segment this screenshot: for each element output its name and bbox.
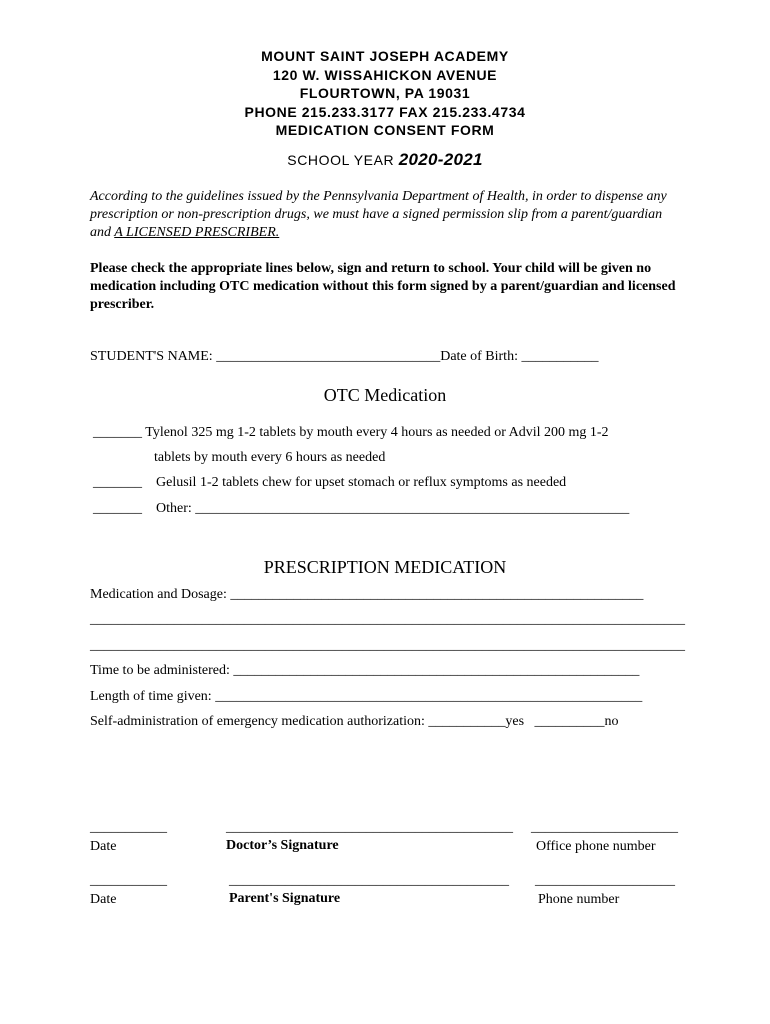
medication-blank-line-1[interactable]: _____________________________________________________________________________________ [90, 612, 685, 627]
intro-underlined: A LICENSED PRESCRIBER. [114, 225, 280, 240]
school-year-label: SCHOOL YEAR [287, 152, 395, 168]
school-address: 120 W. WISSAHICKON AVENUE [272, 67, 498, 83]
otc-item-other[interactable]: _______ Other: ______________________________________________________________ [93, 501, 630, 516]
doctor-signature-label: Doctor’s Signature [226, 838, 339, 853]
office-phone-line[interactable]: _____________________ [531, 820, 678, 835]
time-administered-field[interactable]: Time to be administered: __________________________________________________________ [90, 663, 640, 678]
parent-phone-line[interactable]: ____________________ [535, 873, 675, 888]
school-year [0, 150, 770, 170]
doctor-date-label: Date [90, 839, 117, 854]
parent-date-label: Date [90, 892, 117, 907]
dob-label: Date of Birth: ___________ [440, 349, 599, 364]
school-name: MOUNT SAINT JOSEPH ACADEMY [261, 48, 509, 64]
length-of-time-field[interactable]: Length of time given: _____________________________________________________________ [90, 689, 643, 704]
parent-phone-label: Phone number [538, 892, 620, 907]
student-name-field[interactable] [90, 349, 598, 365]
otc-item-tylenol[interactable]: _______ Tylenol 325 mg 1-2 tablets by mouth every 4 hours as needed or Advil 200 mg 1-2 [93, 425, 609, 440]
intro-text: According to the guidelines issued by the Pennsylvania Department of Health, in order to dispense any prescription or non-prescription drugs, we must have a signed permission slip from a parent/guardian and [90, 189, 667, 240]
parent-signature-label: Parent's Signature [229, 891, 341, 906]
medication-dosage-field[interactable]: Medication and Dosage: ___________________________________________________________ [90, 587, 644, 602]
student-name-label: STUDENT'S NAME: ________________________________ [90, 349, 441, 364]
school-city: FLOURTOWN, PA 19031 [299, 85, 471, 101]
otc-item-gelusil[interactable]: _______ Gelusil 1-2 tablets chew for upset stomach or reflux symptoms as needed [93, 475, 567, 490]
doctor-date-line[interactable]: ___________ [90, 820, 167, 835]
intro-paragraph [90, 188, 685, 242]
self-administration-field[interactable]: Self-administration of emergency medication authorization: ___________yes __________no [90, 714, 619, 729]
instructions-paragraph: Please check the appropriate lines below, sign and return to school. Your child will be given no medication including OTC medication without this form signed by a parent/guardian and licensed prescriber. [90, 261, 676, 312]
prescription-title: PRESCRIPTION MEDICATION [263, 557, 507, 577]
form-title: MEDICATION CONSENT FORM [275, 122, 495, 138]
otc-item-tylenol-cont: tablets by mouth every 6 hours as needed [154, 450, 386, 465]
doctor-signature-line[interactable]: _________________________________________ [226, 820, 513, 835]
school-year-value: 2020-2021 [398, 150, 483, 169]
parent-date-line[interactable]: ___________ [90, 873, 167, 888]
office-phone-label: Office phone number [536, 839, 656, 854]
otc-title: OTC Medication [323, 385, 447, 405]
parent-signature-line[interactable]: ________________________________________ [229, 873, 509, 888]
school-phone: PHONE 215.233.3177 FAX 215.233.4734 [244, 104, 526, 120]
medication-blank-line-2[interactable]: _____________________________________________________________________________________ [90, 638, 685, 653]
